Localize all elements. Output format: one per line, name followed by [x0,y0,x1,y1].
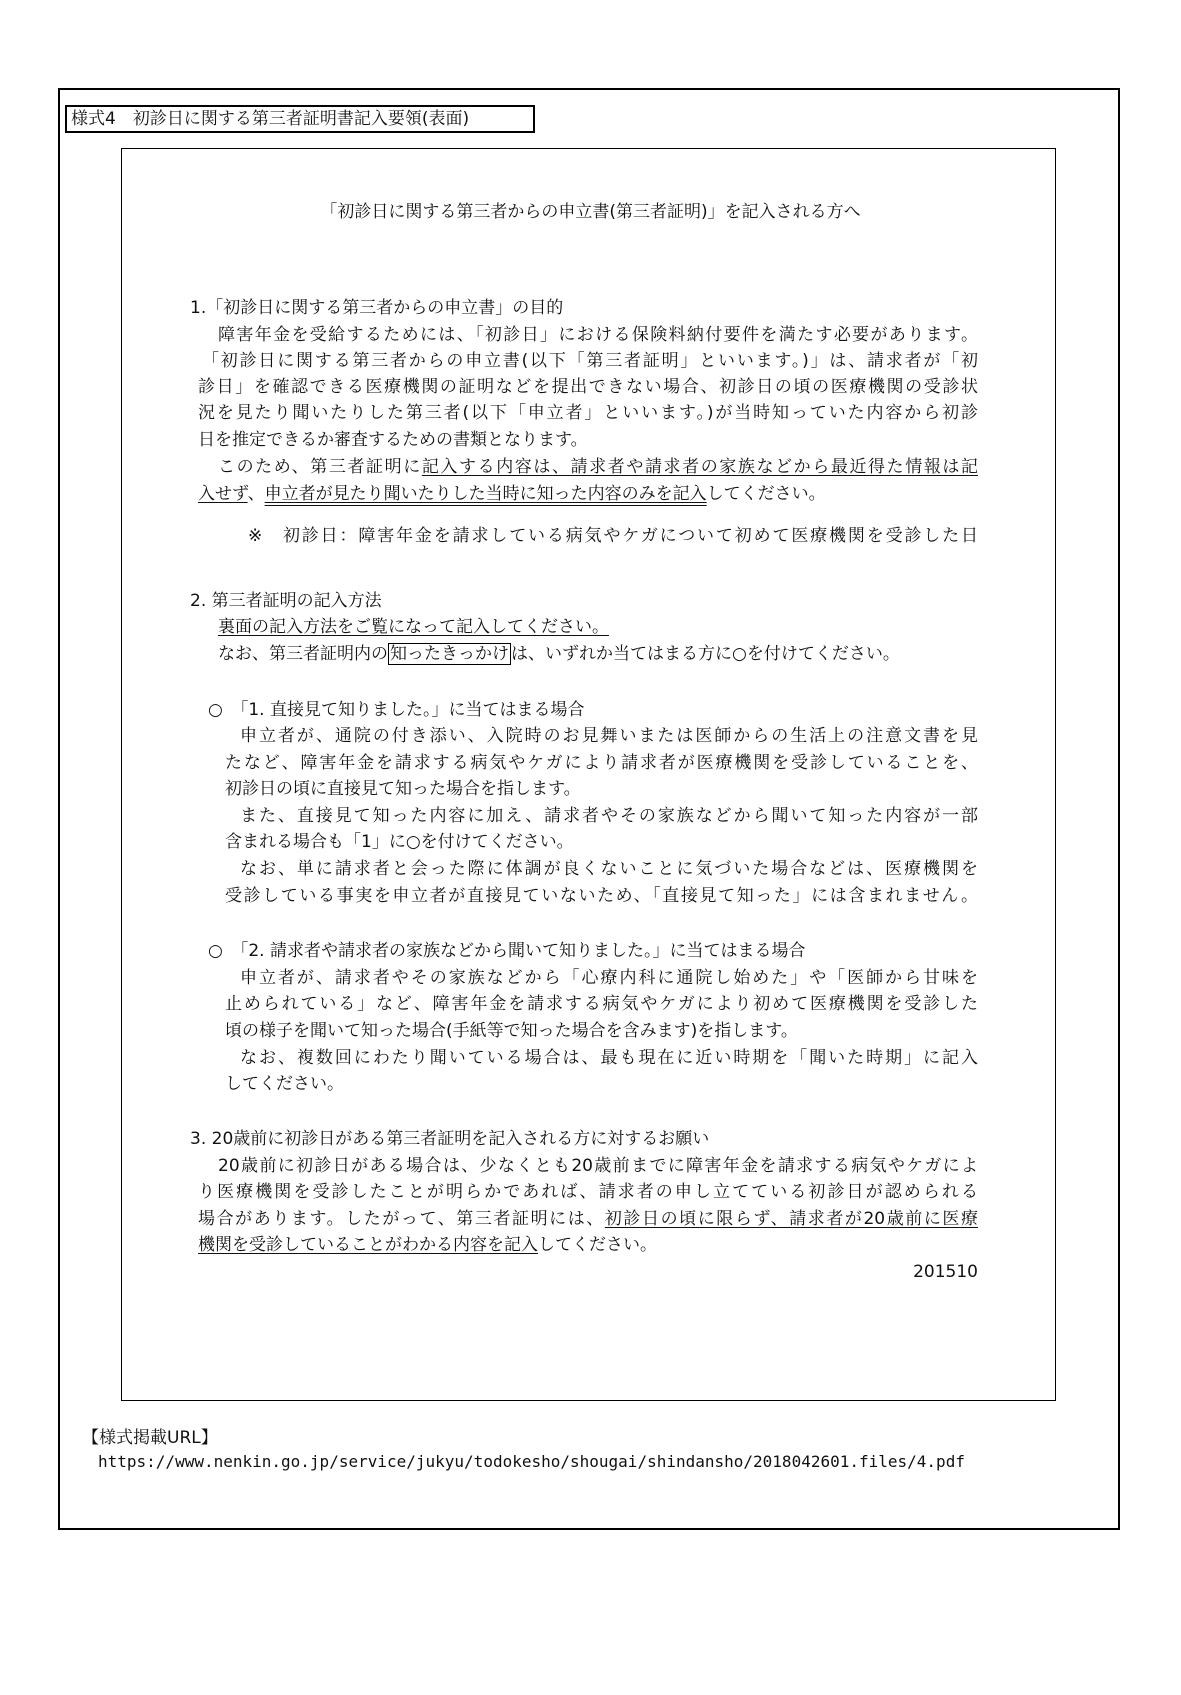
underlined-text: 入せず [198,484,248,504]
section1-line: 日を推定できるか審査するための書類となります。 [198,430,588,450]
case2-line: してください。 [225,1074,344,1094]
boxed-text: 知ったきっかけ [390,644,509,664]
form-url-link[interactable]: https://www.nenkin.go.jp/service/jukyu/todokesho/shougai/shindansho/2018042601.files/4.pdf [98,1452,965,1471]
section1-line [218,455,978,479]
section1-line: 診日」を確認できる医療機関の証明などを提出できない場合、初診日の頃の医療機関の受診状 [198,377,978,397]
case2-heading: ○ 「2. 請求者や請求者の家族などから聞いて知りました。」に当てはまる場合 [208,941,806,961]
form-label: 様式4 初診日に関する第三者証明書記入要領(表面) [65,105,535,133]
case1-line: 受診している事実を申立者が直接見ていないため、「直接見て知った」には含まれません。 [225,886,978,906]
section2-line [218,642,900,666]
section3-line: り医療機関を受診したことが明らかであれば、請求者の申し立てている初診日が認められる [198,1182,978,1202]
text: 、 [247,484,265,504]
underlined-text: 記入する内容は、請求者や請求者の家族などから最近得た情報は記 [421,457,978,477]
text: このため、第三者証明に [218,457,422,477]
case1-line: 初診日の頃に直接見て知った場合を指します。 [225,779,581,799]
double-underlined-text: 申立者が見たり聞いたりした当時に知った内容のみを記入 [264,484,707,504]
section1-line: 況を見たり聞いたりした第三者(以下「申立者」といいます。)が当時知っていた内容から初診 [198,403,978,423]
section1-line: 「初診日に関する第三者からの申立書(以下「第三者証明」といいます。)」は、請求者が「初 [202,351,978,371]
case2-line: なお、複数回にわたり聞いている場合は、最も現在に近い時期を「聞いた時期」に記入 [240,1048,978,1068]
section1-heading: 1.「初診日に関する第三者からの申立書」の目的 [190,298,564,318]
document-title: 「初診日に関する第三者からの申立書(第三者証明)」を記入される方へ [320,202,861,222]
underlined-text: 初診日の頃に限らず、請求者が20歳前に医療 [604,1209,978,1229]
text: は、いずれか当てはまる方に○を付けてください。 [511,644,900,664]
section3-line: 20歳前に初診日がある場合は、少なくとも20歳前までに障害年金を請求する病気やケガによ [218,1156,978,1176]
section3-line [198,1207,978,1231]
section2-line: 裏面の記入方法をご覧になって記入してください。 [218,617,609,637]
case1-line: 含まれる場合も「1」に○を付けてください。 [225,832,574,852]
text: してください。 [538,1235,657,1255]
case1-line: 申立者が、通院の付き添い、入院時のお見舞いまたは医師からの生活上の注意文書を見 [240,726,978,746]
section3-heading: 3. 20歳前に初診日がある第三者証明を記入される方に対するお願い [190,1129,710,1149]
case2-line: 申立者が、請求者やその家族などから「心療内科に通院し始めた」や「医師から甘味を [240,968,978,988]
case1-line: たなど、障害年金を請求する病気やケガにより請求者が医療機関を受診していることを、 [225,753,978,773]
underlined-text: 機関を受診していることがわかる内容を記入 [198,1235,538,1255]
case2-line: 頃の様子を聞いて知った場合(手紙等で知った場合を含みます)を指します。 [225,1021,798,1041]
case1-line: なお、単に請求者と会った際に体調が良くないことに気づいた場合などは、医療機関を [240,859,978,879]
section3-line [198,1233,657,1257]
text: なお、第三者証明内の [218,644,388,664]
section1-line: 障害年金を受給するためには、「初診日」における保険料納付要件を満たす必要があります。 [218,325,978,345]
text: 場合があります。したがって、第三者証明には、 [198,1209,605,1229]
text: してください。 [706,484,826,504]
url-label: 【様式掲載URL】 [82,1428,218,1448]
case2-line: 止められている」など、障害年金を請求する病気やケガにより初めて医療機関を受診した [225,994,978,1014]
case1-line: また、直接見て知った内容に加え、請求者やその家族などから聞いて知った内容が一部 [240,806,978,826]
section1-line [198,482,826,506]
document-code: 201510 [913,1262,978,1282]
section2-heading: 2. 第三者証明の記入方法 [190,591,382,611]
note-first-visit-definition: ※ 初診日：障害年金を請求している病気やケガについて初めて医療機関を受診した日 [248,526,978,546]
case1-heading: ○ 「1. 直接見て知りました。」に当てはまる場合 [208,700,585,720]
